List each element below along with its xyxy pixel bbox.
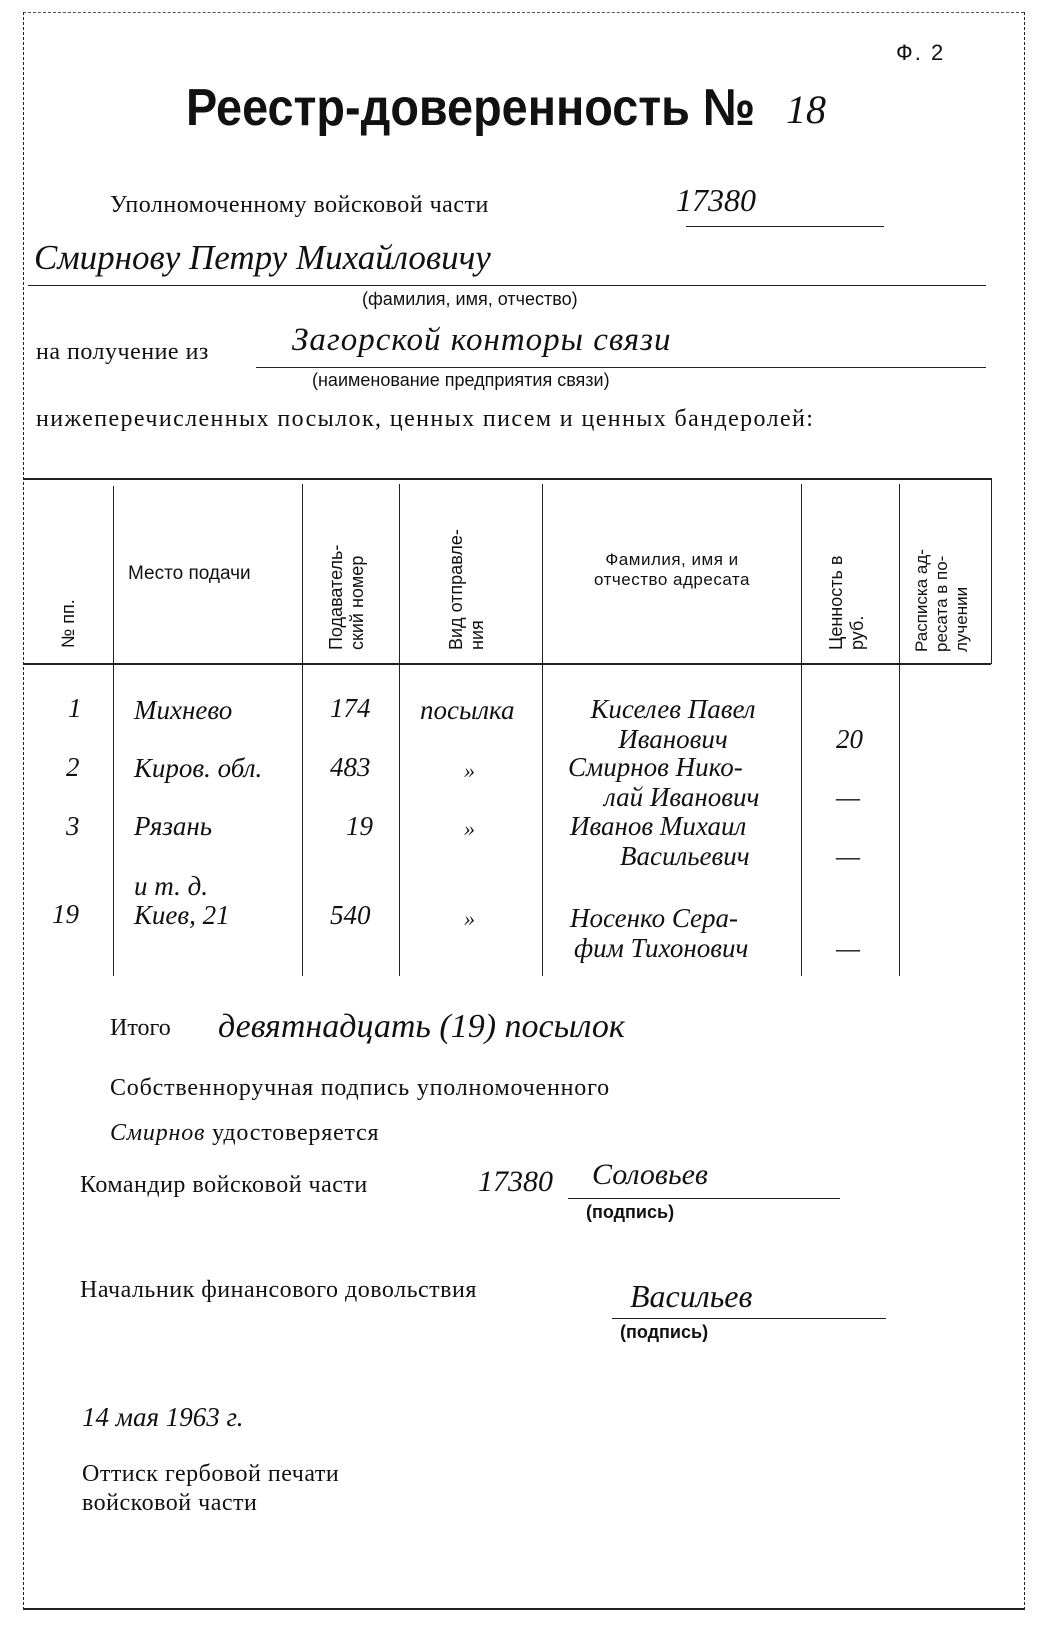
header-addressee-line1: Фамилия, имя и — [605, 550, 739, 569]
finance-chief-signature: Васильев — [630, 1278, 753, 1314]
header-shipment-type — [446, 529, 488, 650]
header-sender-number-line2: ский номер — [347, 555, 367, 650]
table-row-3-sender-number: 19 — [346, 811, 373, 841]
table-top-border — [23, 478, 991, 480]
table-row-1-shipment-type: посылка — [420, 695, 515, 725]
table-right-border — [991, 478, 992, 664]
table-row-1-addressee-line1: Киселев Павел — [590, 694, 756, 724]
table-row-2-number: 2 — [66, 752, 80, 782]
table-row-1-addressee — [550, 694, 796, 754]
table-row-4-addressee — [560, 903, 800, 963]
table-row-2-value: — — [836, 782, 861, 812]
table-row-2-addressee — [560, 752, 800, 812]
table-row-4-place-note: и т. д. — [134, 871, 208, 901]
stamp-note — [82, 1460, 339, 1518]
finance-chief-label: Начальник финансового довольствия — [80, 1277, 477, 1303]
source-prefix: на получение из — [36, 339, 209, 365]
full-name-underline — [28, 285, 986, 286]
certified-signer-name: Смирнов — [110, 1120, 206, 1146]
table-row-4-place: Киев, 21 — [134, 900, 230, 930]
document-title — [186, 78, 755, 138]
table-row-3-number: 3 — [66, 811, 80, 841]
frame-right-border — [1024, 12, 1025, 1610]
header-sender-number-line1: Подаватель- — [326, 544, 346, 650]
certification-suffix: удостоверяется — [212, 1120, 380, 1146]
table-column-divider-2 — [302, 484, 303, 976]
commander-unit-number: 17380 — [478, 1165, 553, 1198]
table-row-4-addressee-line2: фим Тихонович — [574, 933, 749, 963]
header-value — [826, 556, 868, 650]
table-row-2-addressee-line2: лай Иванович — [604, 782, 760, 812]
table-column-divider-6 — [899, 484, 900, 976]
table-row-1-addressee-line2: Иванович — [618, 724, 728, 754]
header-addressee — [556, 550, 788, 590]
table-row-4-sender-number: 540 — [330, 900, 371, 930]
title-number: 18 — [786, 87, 826, 132]
table-row-2-shipment-type: » — [464, 758, 475, 783]
commander-signature-line — [568, 1198, 840, 1199]
header-receipt-line2: ресата в по- — [932, 555, 951, 652]
table-row-2-addressee-line1: Смирнов Нико- — [568, 752, 743, 782]
table-row-1-number: 1 — [68, 693, 82, 723]
commander-label: Командир войсковой части — [80, 1172, 368, 1198]
recipient-full-name: Смирнову Петру Михайловичу — [34, 238, 491, 277]
header-value-line2: руб. — [847, 615, 867, 650]
table-row-3-addressee — [560, 811, 800, 871]
total-label: Итого — [110, 1015, 171, 1041]
table-column-divider-1 — [113, 486, 114, 976]
signature-certification-line1: Собственноручная подпись уполномоченного — [110, 1075, 610, 1101]
stamp-note-line2: войсковой части — [82, 1490, 258, 1516]
finance-chief-signature-caption: (подпись) — [620, 1322, 709, 1342]
recipient-unit-number: 17380 — [676, 182, 756, 218]
stamp-note-line1: Оттиск гербовой печати — [82, 1461, 340, 1487]
commander-signature-caption: (подпись) — [586, 1202, 675, 1222]
table-row-1-place: Михнево — [134, 695, 233, 725]
table-row-4-value: — — [836, 933, 861, 963]
table-row-2-sender-number: 483 — [330, 752, 371, 782]
table-row-3-value: — — [836, 841, 861, 871]
table-row-4-shipment-type: » — [464, 906, 475, 931]
table-column-divider-4 — [542, 484, 543, 976]
intro-text: нижеперечисленных посылок, ценных писем и ценных бандеролей: — [36, 406, 815, 432]
title-label: Реестр-доверенность № — [186, 79, 756, 137]
header-receipt-line1: Расписка ад- — [912, 549, 931, 652]
table-row-1-sender-number: 174 — [330, 693, 371, 723]
table-row-3-addressee-line2: Васильевич — [620, 841, 750, 871]
table-row-4-addressee-line1: Носенко Сера- — [570, 903, 739, 933]
document-date: 14 мая 1963 г. — [82, 1402, 244, 1432]
table-row-3-shipment-type: » — [464, 816, 475, 841]
header-value-line1: Ценность в — [826, 555, 846, 650]
commander-signature: Соловьев — [592, 1158, 708, 1191]
header-receipt — [912, 549, 972, 652]
frame-top-border — [23, 12, 1024, 13]
header-sender-number — [326, 545, 368, 650]
table-header-bottom-border — [23, 663, 991, 665]
table-column-divider-5 — [801, 484, 802, 976]
table-row-3-addressee-line1: Иванов Михаил — [570, 811, 747, 841]
finance-chief-signature-line — [612, 1318, 886, 1319]
source-caption: (наименование предприятия связи) — [312, 370, 610, 390]
form-code: Ф. 2 — [896, 40, 946, 65]
full-name-caption: (фамилия, имя, отчество) — [362, 289, 578, 309]
recipient-line-prefix: Уполномоченному войсковой части — [110, 192, 489, 218]
header-shipment-type-line2: ния — [467, 620, 487, 650]
unit-number-underline — [686, 226, 884, 227]
header-receipt-line3: лучении — [952, 586, 971, 652]
frame-left-border — [23, 12, 24, 1610]
table-column-divider-3 — [399, 484, 400, 976]
table-row-3-place: Рязань — [134, 811, 213, 841]
header-number: № пп. — [58, 599, 78, 648]
table-row-4-number: 19 — [52, 899, 79, 929]
header-place: Место подачи — [128, 563, 251, 584]
source-enterprise: Загорской конторы связи — [292, 322, 672, 358]
frame-bottom-border — [23, 1608, 1024, 1610]
header-shipment-type-line1: Вид отправле- — [446, 529, 466, 650]
table-row-1-value: 20 — [836, 724, 863, 754]
signature-certification-line2 — [110, 1120, 379, 1147]
table-row-2-place: Киров. обл. — [134, 753, 263, 783]
header-addressee-line2: отчество адресата — [594, 570, 750, 589]
total-value: девятнадцать (19) посылок — [218, 1008, 625, 1045]
source-underline — [256, 367, 986, 368]
